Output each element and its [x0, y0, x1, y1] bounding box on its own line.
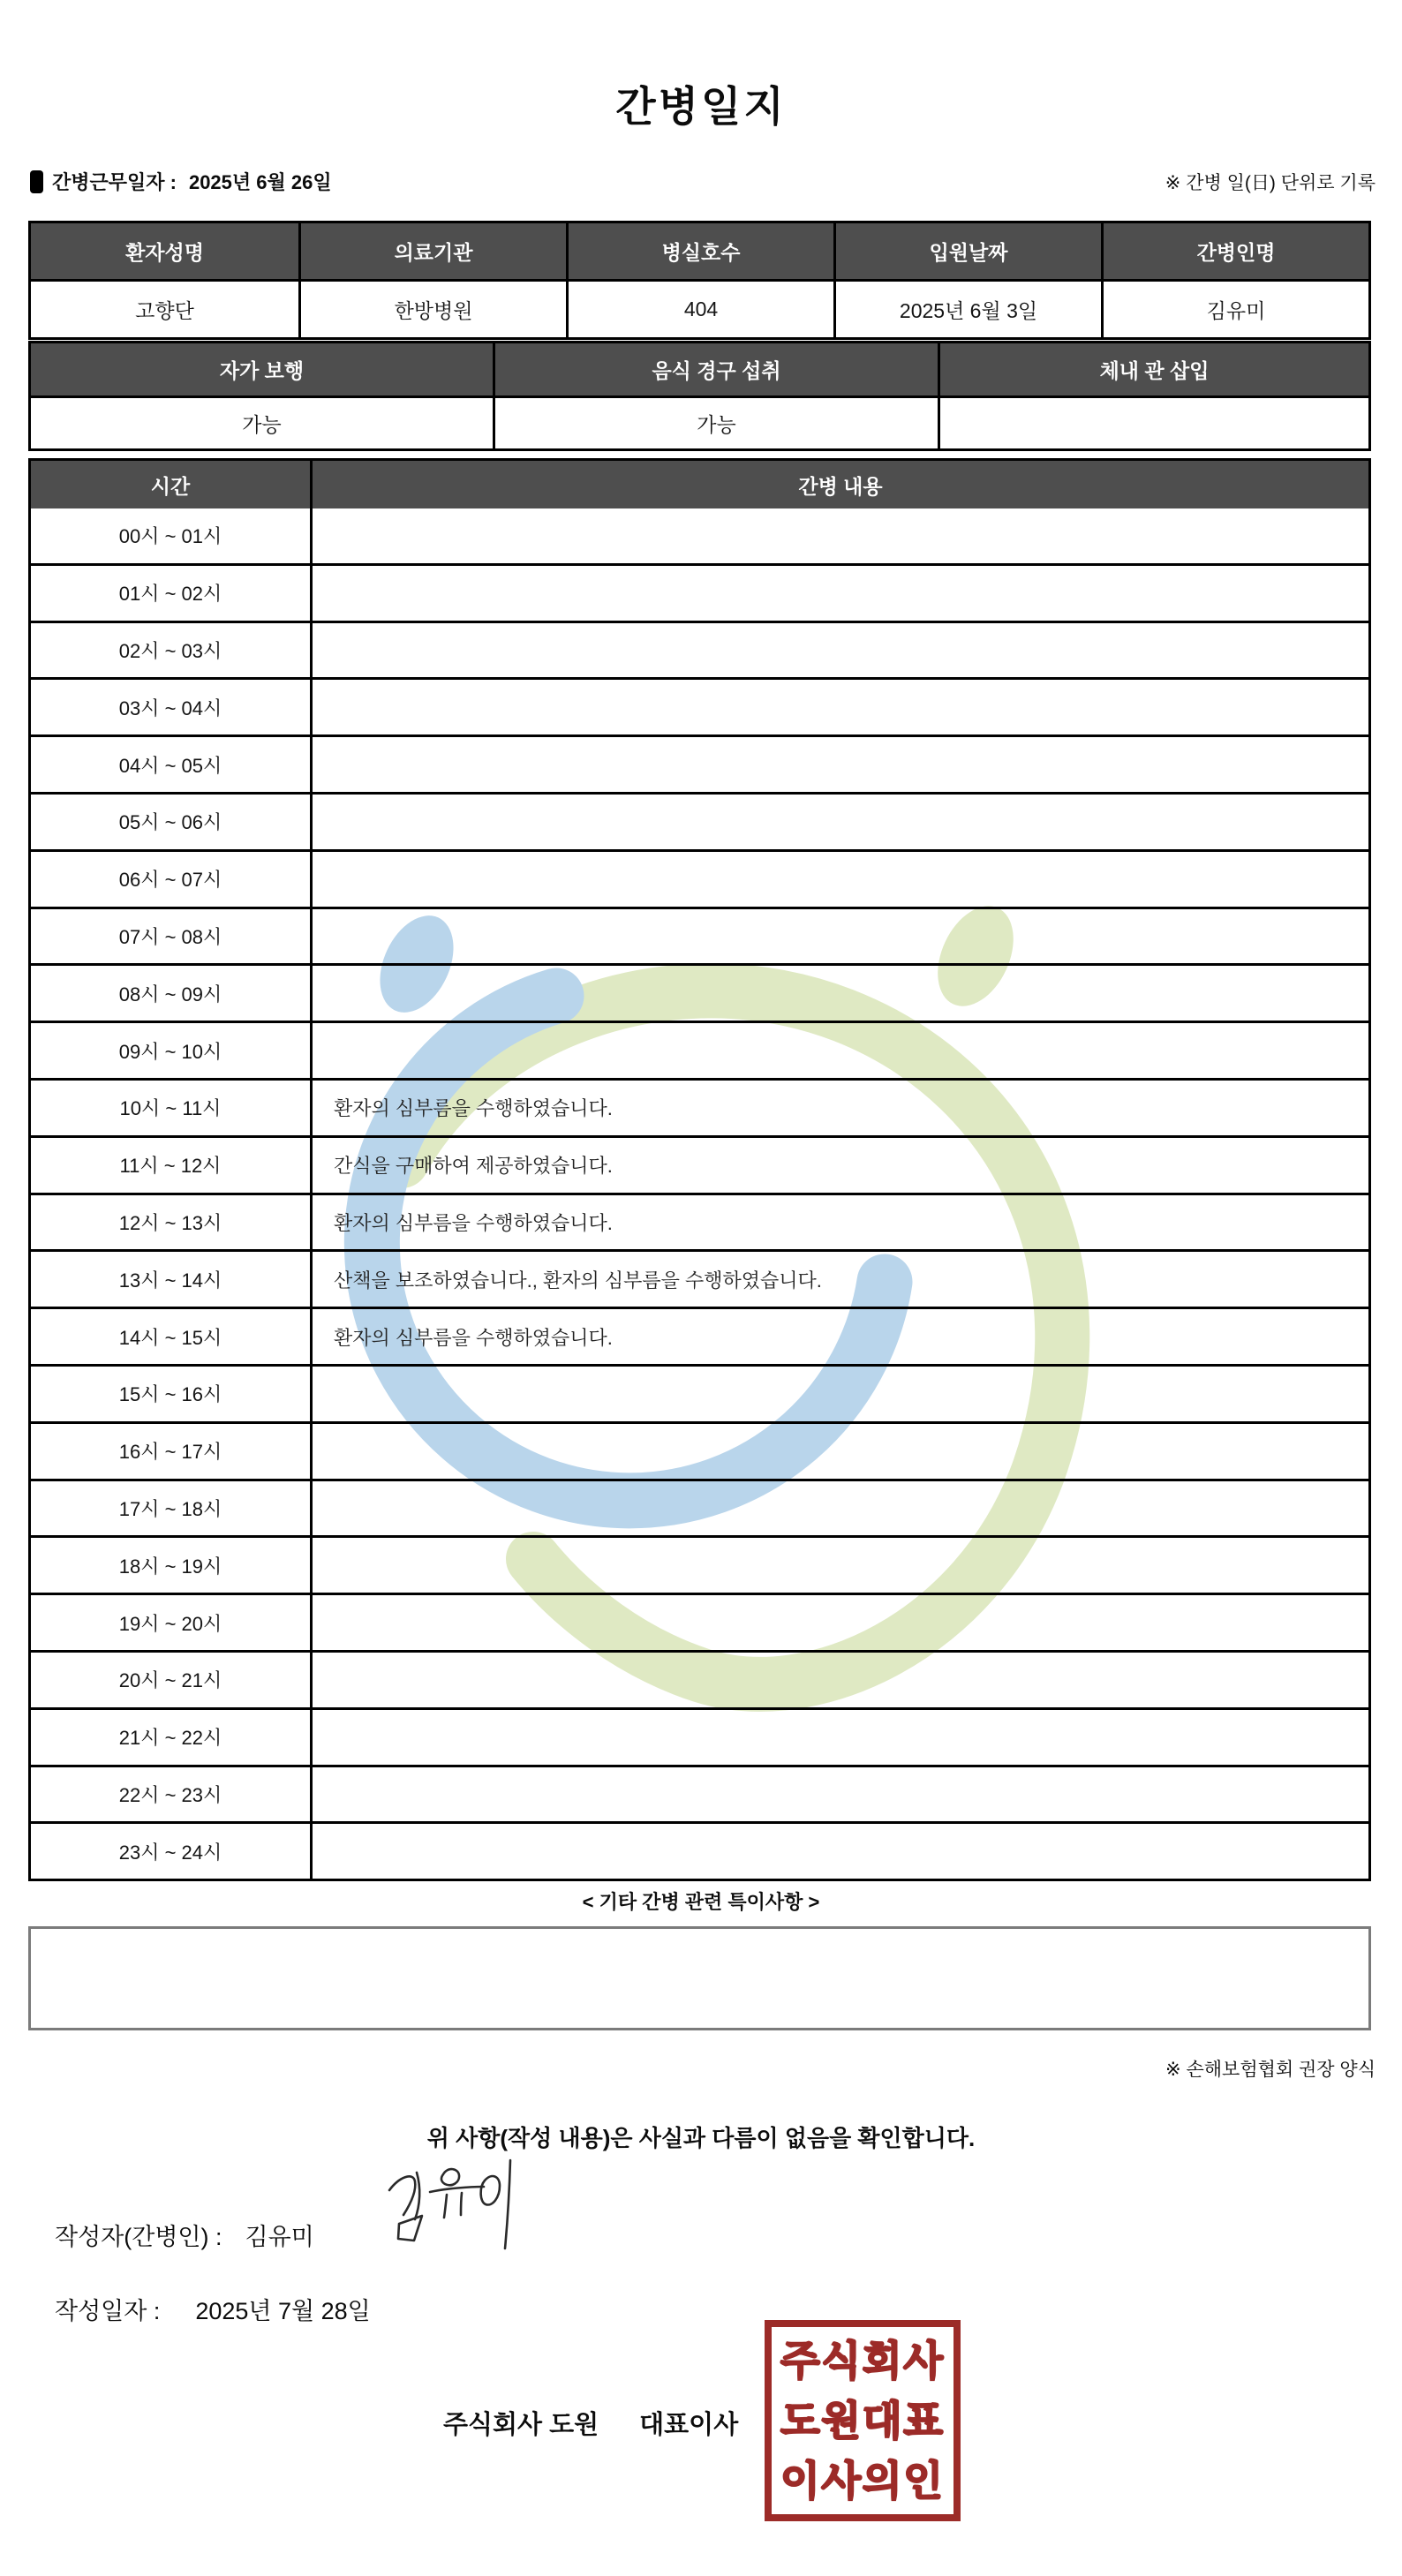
corporate-seal-stamp — [765, 2320, 961, 2521]
stamp-line-1: 주식회사 — [780, 2338, 945, 2384]
time-range-cell: 09시 ~ 10시 — [118, 1040, 222, 1063]
care-content-cell — [310, 737, 1368, 792]
medical-institution-value: 한방병원 — [298, 282, 566, 337]
header-time: 시간 — [31, 461, 310, 508]
care-content-cell — [310, 966, 1368, 1021]
time-range-cell: 10시 ~ 11시 — [119, 1097, 222, 1120]
care-content-cell — [310, 1023, 1368, 1078]
special-notes-heading: < 기타 간병 관련 특이사항 > — [582, 1891, 820, 1913]
time-range-cell: 03시 ~ 04시 — [118, 697, 222, 719]
square-bullet-icon — [30, 170, 43, 193]
time-range-cell: 22시 ~ 23시 — [118, 1783, 222, 1806]
care-table-row — [31, 1765, 1368, 1822]
written-date-value: 2025년 7월 28일 — [195, 2298, 371, 2324]
status-header-row — [31, 343, 1368, 395]
time-range-cell: 21시 ~ 22시 — [118, 1727, 222, 1750]
patient-info-header-row — [31, 223, 1368, 279]
care-content-cell — [310, 680, 1368, 734]
patient-name-value: 고향단 — [135, 299, 194, 322]
care-content-cell — [310, 1767, 1368, 1822]
writer-label: 작성자(간병인) : — [55, 2224, 222, 2250]
header-self-walking: 자가 보행 — [31, 343, 493, 395]
care-content-cell: 간식을 구매하여 제공하였습니다. — [310, 1138, 1368, 1193]
care-content-cell — [310, 1481, 1368, 1536]
care-content-cell: 환자의 심부름을 수행하였습니다. — [310, 1309, 1368, 1364]
care-table-row — [31, 734, 1368, 792]
care-content-cell — [310, 1824, 1368, 1879]
care-table-row — [31, 1821, 1368, 1879]
stamp-line-2: 도원대표 — [780, 2398, 945, 2444]
time-range-cell: 13시 ~ 14시 — [118, 1269, 222, 1292]
room-number-value: 404 — [566, 282, 833, 337]
care-table-row — [31, 1078, 1368, 1135]
admission-date-value: 2025년 6월 3일 — [833, 282, 1101, 337]
care-content-cell: 산책을 보조하였습니다., 환자의 심부름을 수행하였습니다. — [310, 1252, 1368, 1307]
care-table-row — [31, 1593, 1368, 1650]
confirmation-statement: 위 사항(작성 내용)은 사실과 다름이 없음을 확인합니다. — [426, 2125, 976, 2151]
time-range-cell: 06시 ~ 07시 — [118, 869, 222, 892]
care-table-row — [31, 1707, 1368, 1765]
care-log-header-row — [31, 461, 1368, 508]
patient-info-table — [28, 221, 1371, 340]
time-range-cell: 17시 ~ 18시 — [118, 1497, 222, 1520]
care-table-row — [31, 1650, 1368, 1707]
written-date-label: 작성일자 : — [55, 2298, 161, 2324]
care-table-row — [31, 963, 1368, 1021]
care-table-row — [31, 907, 1368, 964]
care-table-row — [31, 1021, 1368, 1078]
time-range-cell: 15시 ~ 16시 — [118, 1383, 222, 1406]
time-range-cell: 05시 ~ 06시 — [118, 811, 222, 834]
care-table-body — [31, 508, 1368, 1879]
time-range-cell: 01시 ~ 02시 — [118, 583, 222, 606]
header-oral-intake: 음식 경구 섭취 — [493, 343, 938, 395]
care-table-row — [31, 677, 1368, 734]
company-name: 주식회사 도원 — [443, 2411, 599, 2439]
time-range-cell: 23시 ~ 24시 — [118, 1841, 222, 1864]
care-table-row — [31, 563, 1368, 621]
header-tube-insertion: 체내 관 삽입 — [938, 343, 1368, 395]
care-content-cell — [310, 1710, 1368, 1765]
recommended-form-note: ※ 손해보험협회 권장 양식 — [1165, 2060, 1376, 2080]
care-content-cell — [310, 623, 1368, 678]
care-table-row — [31, 1249, 1368, 1307]
header-care-content: 간병 내용 — [310, 461, 1368, 508]
stamp-line-3: 이사의인 — [780, 2458, 945, 2504]
company-line — [443, 2405, 738, 2441]
care-table-row — [31, 621, 1368, 678]
time-range-cell: 04시 ~ 05시 — [118, 754, 222, 777]
writer-line — [55, 2218, 314, 2252]
care-table-row — [31, 1193, 1368, 1250]
care-table-row — [31, 1135, 1368, 1193]
time-range-cell: 00시 ~ 01시 — [118, 525, 222, 548]
care-content-cell — [310, 909, 1368, 964]
care-table-row — [31, 792, 1368, 849]
care-table-row — [31, 508, 1368, 563]
care-content-cell — [310, 1424, 1368, 1479]
work-date-value: 2025년 6월 26일 — [188, 171, 332, 193]
header-room-number: 병실호수 — [566, 223, 833, 279]
time-range-cell: 12시 ~ 13시 — [118, 1211, 222, 1234]
care-table-row — [31, 849, 1368, 907]
care-content-cell — [310, 852, 1368, 907]
special-notes-box — [28, 1926, 1371, 2030]
page-title: 간병일지 — [615, 83, 787, 130]
meta-line — [30, 168, 1376, 195]
care-content-cell — [310, 1538, 1368, 1593]
time-range-cell: 16시 ~ 17시 — [118, 1441, 222, 1464]
self-walking-value: 가능 — [242, 413, 282, 436]
writer-name: 김유미 — [245, 2224, 314, 2250]
care-content-cell: 환자의 심부름을 수행하였습니다. — [310, 1195, 1368, 1250]
time-range-cell: 08시 ~ 09시 — [118, 983, 222, 1006]
header-medical-institution: 의료기관 — [298, 223, 566, 279]
time-range-cell: 07시 ~ 08시 — [118, 925, 222, 948]
ceo-label: 대표이사 — [639, 2411, 739, 2439]
status-value-row — [31, 395, 1368, 448]
care-content-cell — [310, 508, 1368, 563]
header-patient-name: 환자성명 — [31, 223, 298, 279]
care-table-row — [31, 1479, 1368, 1536]
care-table-row — [31, 1364, 1368, 1421]
care-table-row — [31, 1421, 1368, 1479]
time-range-cell: 11시 ~ 12시 — [119, 1155, 222, 1178]
unit-note: ※ 간병 일(日) 단위로 기록 — [1165, 172, 1376, 193]
care-table-row — [31, 1307, 1368, 1364]
patient-info-value-row — [31, 279, 1368, 337]
time-range-cell: 14시 ~ 15시 — [118, 1326, 222, 1349]
work-date-line — [30, 168, 332, 195]
care-log-table — [28, 458, 1371, 1881]
care-table-row — [31, 1535, 1368, 1593]
header-caregiver-name: 간병인명 — [1101, 223, 1368, 279]
oral-intake-value: 가능 — [493, 398, 938, 448]
work-date-label: 간병근무일자 : — [52, 171, 177, 193]
time-range-cell: 19시 ~ 20시 — [118, 1612, 222, 1635]
caregiver-name-value: 김유미 — [1101, 282, 1368, 337]
time-range-cell: 18시 ~ 19시 — [118, 1555, 222, 1578]
care-content-cell — [310, 1653, 1368, 1707]
time-range-cell: 02시 ~ 03시 — [118, 639, 222, 662]
time-range-cell: 20시 ~ 21시 — [118, 1669, 222, 1692]
written-date-line — [55, 2292, 371, 2326]
care-content-cell — [310, 795, 1368, 849]
care-content-cell — [310, 1595, 1368, 1650]
header-admission-date: 입원날짜 — [833, 223, 1101, 279]
care-content-cell — [310, 1367, 1368, 1421]
tube-insertion-value — [938, 398, 1368, 448]
care-content-cell: 환자의 심부름을 수행하였습니다. — [310, 1081, 1368, 1135]
patient-status-table — [28, 341, 1371, 451]
care-content-cell — [310, 566, 1368, 621]
